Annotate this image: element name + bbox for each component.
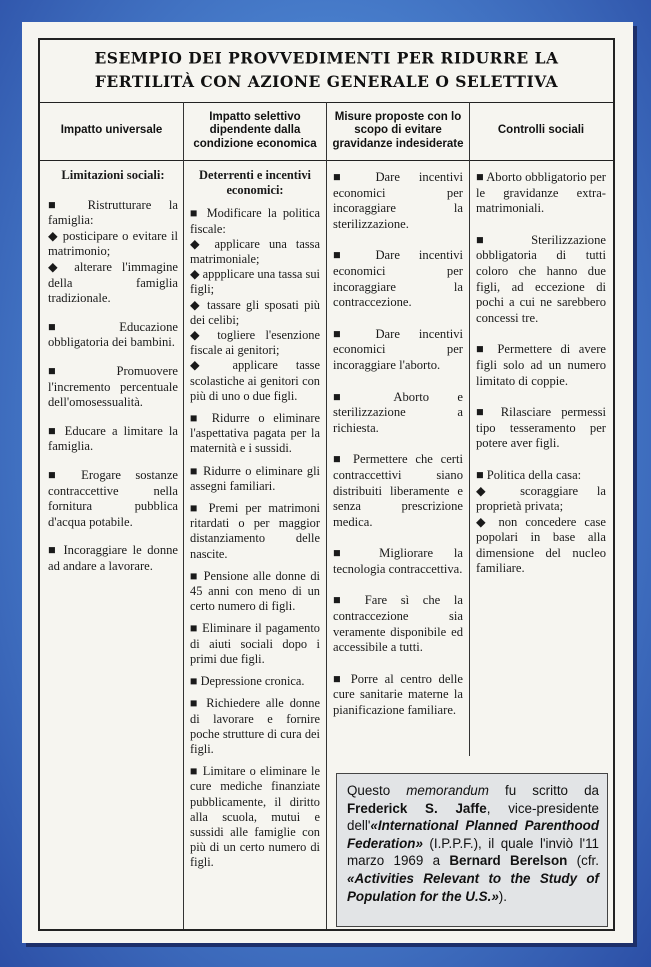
list-item: ■ Pensione alle donne di 45 anni con meno di un certo numero di figli.	[190, 568, 320, 614]
list-item: ■ Porre al centro delle cure sanitarie materne la pianificazione familiare.	[333, 671, 463, 718]
column-header-3: Misure proposte con lo scopo di evitare gravidanze indesiderate	[332, 110, 464, 150]
list-item: ◆ appplicare una tassa sui figli;	[190, 267, 320, 297]
list-item: ◆ tassare gli sposati più dei celibi;	[190, 297, 320, 327]
list-item: ■ Dare incentivi economici per incoraggiare l'aborto.	[333, 326, 463, 372]
table-frame	[38, 38, 615, 931]
list-item: ■ Dare incentivi economici per incoraggiare la contraccezione.	[333, 248, 463, 310]
column-header-4: Controlli sociali	[497, 124, 585, 137]
list-item: ■ Educazione obbligatoria dei bambini.	[48, 319, 178, 350]
document-title	[40, 38, 613, 103]
column-proposed-measures	[333, 170, 463, 732]
list-item: ■ Promuovere l'incremento percentuale dell'omosessualità.	[48, 363, 178, 410]
list-item: ■ Politica della casa:	[476, 467, 582, 482]
document-card	[22, 22, 633, 943]
memo-reference: «Activities Relevant to the Study of Population for the U.S.»	[347, 870, 599, 904]
list-item: ■ Erogare sostanze contraccettive nella fornitura pubblica d'acqua potabile.	[48, 467, 178, 529]
list-item: ■ Dare incentivi economici per incoraggiare la sterilizzazione.	[333, 170, 463, 231]
list-item: ■ Rilasciare permessi tipo tesseramento per potere aver figli.	[476, 405, 606, 451]
memorandum-note	[336, 773, 608, 927]
list-item: ■ Incoraggiare le donne ad andare a lavorare.	[48, 543, 178, 573]
list-item: ◆ applicare una tassa matrimoniale;	[190, 236, 320, 267]
column-universal-impact	[48, 168, 178, 587]
list-item: ■ Depressione cronica.	[190, 674, 305, 689]
memo-text: (cfr.	[567, 853, 599, 869]
col1-subtitle: Limitazioni sociali:	[61, 168, 165, 182]
column-divider-1	[183, 102, 184, 929]
memo-text: fu scritto da	[488, 783, 599, 798]
list-item: ■ Permettere di avere figli solo ad un numero limitato di coppie.	[476, 342, 606, 388]
list-item: ◆ togliere l'esenzione fiscale ai genitori;	[190, 328, 320, 358]
column-header-2: Impatto selettivo dipendente dalla condizione economica	[193, 110, 317, 150]
column-selective-impact	[190, 168, 320, 871]
memo-organization: «International Planned Parenthood Federation»	[347, 818, 599, 851]
list-item: ■ Aborto obbligatorio per le gravidanze extra-matrimoniali.	[476, 170, 606, 216]
list-item: ■ Richiedere alle donne di lavorare e fornire poche strutture di cura dei figli.	[190, 696, 320, 756]
list-item: ■ Premi per matrimoni ritardati o per maggior distanziamento delle nascite.	[190, 501, 320, 561]
list-item: ◆ posticipare o evitare il matrimonio;	[48, 228, 178, 259]
title-line-1: ESEMPIO DEI PROVVEDIMENTI PER RIDURRE LA	[94, 47, 559, 68]
memo-text-italic: memorandum	[406, 783, 489, 798]
list-item: ■ Limitare o eliminare le cure mediche finanziate pubblicamente, il diritto alla scuola, mutui e sussidi alle famiglie con più di un certo numero di figli.	[190, 764, 320, 870]
list-item: ■ Eliminare il pagamento di aiuti sociali dopo i primi due figli.	[190, 621, 320, 666]
list-item: ◆ scoraggiare la proprietà privata;	[476, 483, 606, 514]
list-item: ◆ applicare tasse scolastiche ai genitori con più di uno o due figli.	[190, 358, 320, 403]
memo-text: ).	[498, 888, 507, 904]
list-item: ◆ non concedere case popolari in base alla dimensione del nucleo familiare.	[476, 514, 606, 576]
list-item: ■ Permettere che certi contraccettivi siano distribuiti liberamente e senza prescrizione medica.	[333, 452, 463, 529]
list-item: ■ Ridurre o eliminare gli assegni familiari.	[190, 463, 320, 493]
memo-text: , vice-presidente dell'	[347, 800, 599, 834]
col2-subtitle: Deterrenti e incentivi economici:	[199, 168, 311, 198]
memo-recipient: Bernard Berelson	[449, 853, 568, 869]
list-item: ■ Ridurre o eliminare l'aspettativa pagata per la maternità e i sussidi.	[190, 411, 320, 456]
column-header-1: Impatto universale	[60, 124, 163, 137]
list-item: ■ Aborto e sterilizzazione a richiesta.	[333, 389, 463, 435]
title-line-2: FERTILITÀ CON AZIONE GENERALE O SELETTIVA	[94, 71, 559, 91]
column-social-controls	[476, 170, 606, 577]
list-item: ◆ alterare l'immagine della famiglia tradizionale.	[48, 259, 178, 306]
column-divider-2	[326, 102, 327, 929]
list-item: ■ Ristrutturare la famiglia:	[48, 197, 178, 228]
column-divider-3	[469, 102, 470, 756]
list-item: ■ Educare a limitare la famiglia.	[48, 423, 178, 454]
list-item: ■ Sterilizzazione obbligatoria di tutti coloro che hanno due figli, ad eccezione di pochi a cui ne sarebbero concessi tre.	[476, 232, 606, 325]
list-item: ■ Migliorare la tecnologia contraccettiva.	[333, 546, 463, 576]
list-item: ■ Modificare la politica fiscale:	[190, 206, 320, 236]
memo-text: (I.P.P.F.), il quale l'inviò l'11 marzo 1969 a	[347, 835, 599, 869]
memo-author: Frederick S. Jaffe	[347, 800, 487, 816]
memo-text: Questo	[347, 783, 407, 798]
list-item: ■ Fare sì che la contraccezione sia veramente disponibile ed accessibile a tutti.	[333, 593, 463, 655]
